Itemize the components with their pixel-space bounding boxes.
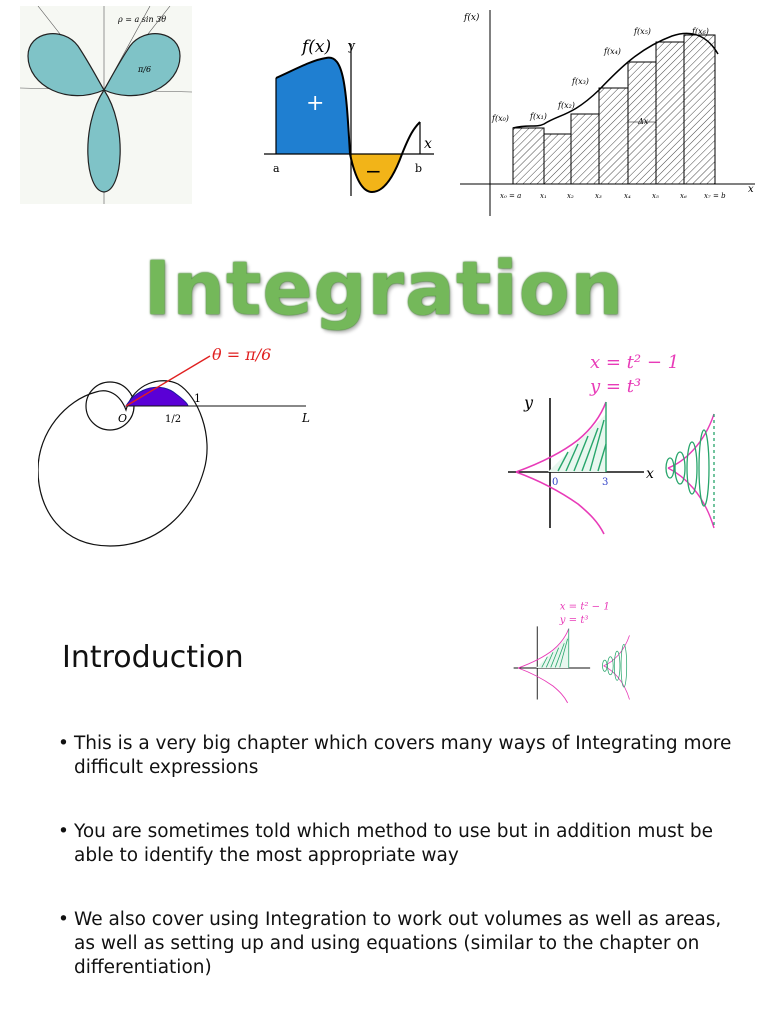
b-label: b (415, 162, 423, 175)
param-three-label: 3 (602, 477, 609, 488)
tick-label: x₇ = b (704, 192, 726, 200)
fx-label: f(x) (302, 37, 332, 57)
l-label: L (302, 411, 310, 425)
point-label: f(x₁) (530, 112, 547, 121)
minus-sign: − (365, 159, 382, 183)
point-label: f(x₆) (692, 27, 709, 36)
section-heading: Introduction (62, 640, 244, 675)
tick-label: x₆ (680, 192, 687, 200)
riemann-sum-figure (460, 6, 760, 220)
theta-label: θ = π/6 (212, 345, 272, 364)
a-label: a (273, 162, 280, 175)
origin-label: O (118, 412, 128, 425)
point-label: f(x₄) (604, 47, 621, 56)
dx-label: Δx (638, 117, 649, 126)
point-label: f(x₅) (634, 27, 651, 36)
param-x-label: x (646, 466, 654, 482)
bullet-item: • This is a very big chapter which covers many ways of Integrating more difficult expressions (58, 732, 738, 780)
riemann-x-label: x (748, 184, 754, 195)
tick-label: x₁ (540, 192, 547, 200)
cardioid-figure (38, 340, 318, 558)
bullet-item: • You are sometimes told which method to use but in addition must be able to identify the most appropriate way (58, 820, 738, 868)
param-eq-y-small: y = t³ (559, 615, 589, 626)
parametric-volume-figure (508, 344, 744, 536)
x-label: x (424, 136, 432, 152)
tick-label: x₂ (567, 192, 574, 200)
point-label: f(x₂) (558, 101, 575, 110)
point-label: f(x₀) (492, 114, 509, 123)
tick-label: x₀ = a (500, 192, 522, 200)
param-zero-label: 0 (552, 477, 559, 488)
tick-label: x₄ (624, 192, 631, 200)
page-title: Integration (143, 246, 625, 332)
tick-label: x₃ (595, 192, 602, 200)
riemann-fx-label: f(x) (464, 13, 480, 23)
rose-curve-figure (20, 6, 192, 204)
signed-area-figure (264, 36, 440, 200)
y-label: y (348, 39, 356, 54)
plus-sign: + (306, 91, 325, 116)
tick-label: x₅ (652, 192, 659, 200)
one-label: 1 (194, 392, 201, 405)
shaded-region (126, 387, 188, 406)
param-eq-x-small: x = t² − 1 (559, 601, 610, 613)
point-label: f(x₃) (572, 77, 589, 86)
riemann-rectangles (513, 35, 715, 184)
bullet-item: • We also cover using Integration to work out volumes as well as areas, as well as setting up and using equations (similar to the chapter on differentiation) (58, 908, 738, 980)
bullet-list (58, 732, 738, 1020)
rose-equation: ρ = a sin 3θ (118, 15, 167, 24)
parametric-volume-thumbnail (510, 596, 650, 704)
half-label: 1/2 (165, 414, 182, 425)
rose-angle-label: π/6 (138, 65, 152, 74)
param-eq-x: x = t² − 1 (590, 352, 680, 373)
param-eq-y: y = t³ (590, 376, 642, 397)
param-y-label: y (524, 393, 534, 412)
